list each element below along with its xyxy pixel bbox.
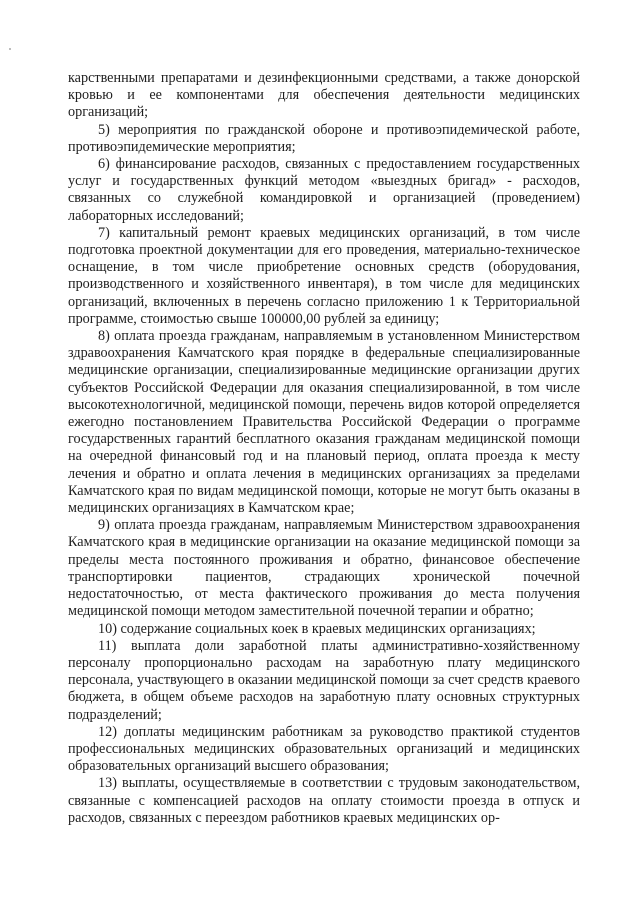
paragraph-item-12: 12) доплаты медицинским работникам за руководство практикой студентов профессиональных медицинских образовательных организаций и медицинских образовательных организаций высшего образования; bbox=[68, 723, 580, 775]
paragraph-continued-item-4: карственными препаратами и дезинфекционными средствами, а также донорской кровью и ее компонентами для обеспечения деятельности медицинских организаций; bbox=[68, 70, 580, 121]
paragraph-item-5: 5) мероприятия по гражданской обороне и противоэпидемической работе, противоэпидемические мероприятия; bbox=[68, 121, 580, 155]
paragraph-item-7: 7) капитальный ремонт краевых медицинских организаций, в том числе подготовка проектной документации для его проведения, материально-техническое оснащение, в том числе приобретение основных средств (оборудования, производственного и хозяйственного инвентаря), в том числе для медицинских организаций, включенных в перечень согласно приложению 1 к Территориальной программе, стоимостью свыше 100000,00 рублей за единицу; bbox=[68, 224, 580, 327]
paragraph-item-6: 6) финансирование расходов, связанных с предоставлением государственных услуг и государственных функций методом «выездных бригад» - расходов, связанных со служебной командировкой и организацией (проведением) лабораторных исследований; bbox=[68, 156, 580, 224]
document-body bbox=[68, 70, 580, 827]
paragraph-item-8: 8) оплата проезда гражданам, направляемым в установленном Министерством здравоохранения Камчатского края порядке в федеральные специализированные медицинские организации, специализированные медицинские организации других субъектов Российской Федерации для оказания специализированной, в том числе высокотехнологичной, медицинской помощи, перечень видов которой определяется ежегодно постановлением Правительства Российской Федерации о программе государственных гарантий бесплатного оказания гражданам медицинской помощи на очередной финансовый год и на плановый период, оплата проезда к месту лечения и обратно и оплата лечения в медицинских организациях за пределами Камчатского края по видам медицинской помощи, которые не могут быть оказаны в медицинских организациях в Камчатском крае; bbox=[68, 328, 580, 517]
paragraph-item-13: 13) выплаты, осуществляемые в соответствии с трудовым законодательством, связанные с компенсацией расходов на оплату стоимости проезда в отпуск и расходов, связанных с переездом работников краевых медицинских ор- bbox=[68, 775, 580, 826]
scan-speck bbox=[9, 48, 11, 50]
paragraph-item-11: 11) выплата доли заработной платы административно-хозяйственному персоналу пропорционально расходам на заработную плату медицинского персонала, участвующего в оказании медицинской помощи за счет средств краевого бюджета, в общем объеме расходов на заработную плату основных структурных подразделений; bbox=[68, 637, 580, 723]
paragraph-item-9: 9) оплата проезда гражданам, направляемым Министерством здравоохранения Камчатского края в медицинские организации на оказание медицинской помощи за пределы места постоянного проживания и обратно, финансовое обеспечение транспортировки пациентов, страдающих хронической почечной недостаточностью, от места фактического проживания до места получения медицинской помощи методом заместительной почечной терапии и обратно; bbox=[68, 517, 580, 620]
paragraph-item-10: 10) содержание социальных коек в краевых медицинских организациях; bbox=[98, 620, 536, 637]
